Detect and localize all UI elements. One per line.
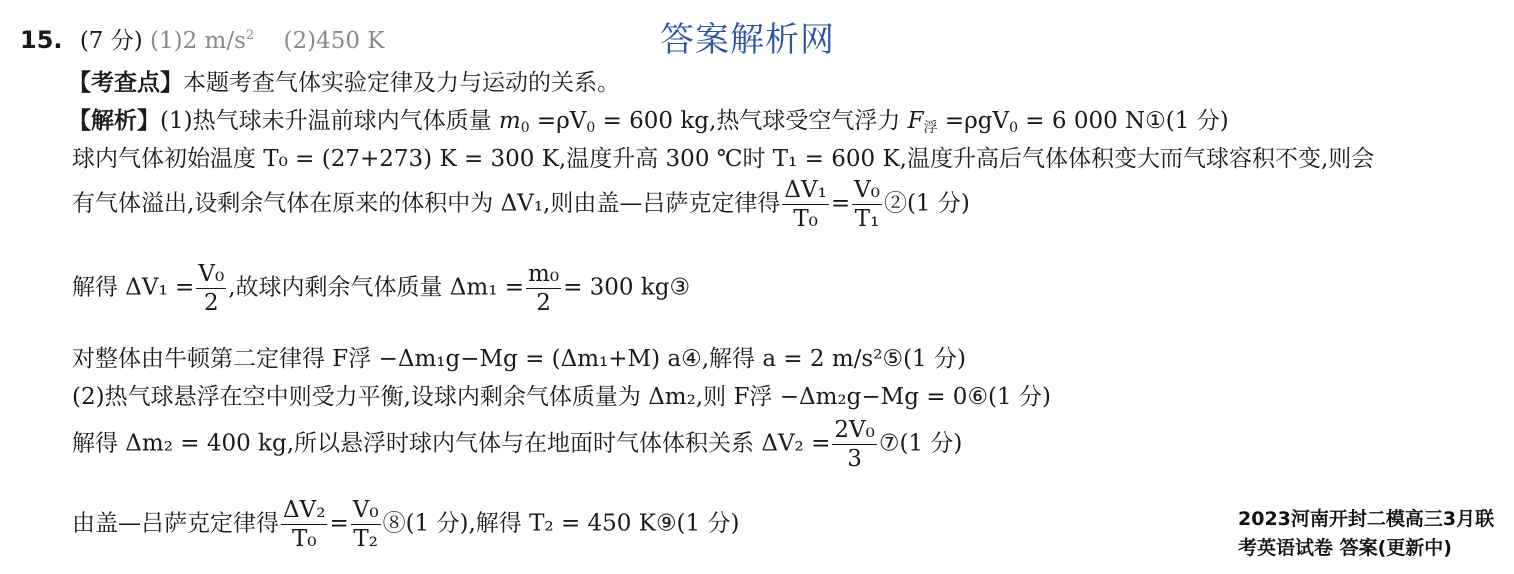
fraction-dv2-t0: $\frac{\text{ΔV₂}}{\text{T₀}}$ xyxy=(283,497,326,553)
analysis-line-6: (2)热气球悬浮在空中则受力平衡,设球内剩余气体质量为 Δm₂,则 F浮 −Δm₂g−Mg = 0⑥(1 分) xyxy=(72,384,1051,410)
question-number: 15. xyxy=(20,26,63,54)
analysis-line-5: 对整体由牛顿第二定律得 F浮 −Δm₁g−Mg = (Δm₁+M) a④,解得 a = 2 m/s²⑤(1 分) xyxy=(72,346,966,372)
analysis-line-3: 有气体溢出,设剩余气体在原来的体积中为 ΔV₁,则由盖—吕萨克定律得 $\frac{\text{ΔV₁}}{\text{T₀}}$ = $\frac{\text{V₀}}{\text{T₁}}$ ②(1 分) xyxy=(72,177,970,233)
analysis-line-4: 解得 ΔV₁ = $\frac{\text{V₀}}{2}$ ,故球内剩余气体质量 Δm₁ = $\frac{\text{m₀}}{2}$ = 300 kg③ xyxy=(72,261,691,317)
answer-part1: (1)2 $m/s^2$ xyxy=(150,28,255,54)
examine-line xyxy=(68,64,620,97)
examine-text: 本题考查气体实验定律及力与运动的关系。 xyxy=(183,70,620,96)
source-badge-line-2: 考英语试卷 答案(更新中) xyxy=(1238,537,1452,559)
source-badge-line-1: 2023河南开封二模高三3月联 xyxy=(1238,508,1495,530)
analysis-line-2: 球内气体初始温度 T₀ = (27+273) K = 300 K,温度升高 300 ℃时 T₁ = 600 K,温度升高后气体体积变大而气球容积不变,则会 xyxy=(72,146,1375,172)
analysis-label: 【解析】 xyxy=(68,108,160,134)
analysis-line-8: 由盖—吕萨克定律得 $\frac{\text{ΔV₂}}{\text{T₀}}$ = $\frac{\text{V₀}}{\text{T₂}}$ ⑧(1 分),解得 T₂ = 450 K⑨(1 分) xyxy=(72,497,740,553)
fraction-m0-2: $\frac{\text{m₀}}{2}$ xyxy=(528,261,560,317)
watermark: 答案解析网 xyxy=(660,20,835,60)
analysis-line-1: 【解析】(1)热气球未升温前球内气体质量 $m_0 =\rho V_0 = 600$ kg,热气球受空气浮力 $F_浮 =\rho gV_0 = 6$ 000 N①(1 分) xyxy=(68,108,1229,136)
score-total: (7 分) xyxy=(79,28,143,54)
fraction-v0-2: $\frac{\text{V₀}}{2}$ xyxy=(198,261,225,317)
fraction-dv1-t0: $\frac{\text{ΔV₁}}{\text{T₀}}$ xyxy=(784,177,827,233)
fraction-2v0-3: $\frac{\text{2V₀}}{3}$ xyxy=(834,417,875,473)
analysis-line-7: 解得 Δm₂ = 400 kg,所以悬浮时球内气体与在地面时气体体积关系 ΔV₂ = $\frac{\text{2V₀}}{3}$ ⑦(1 分) xyxy=(72,417,963,473)
header-row xyxy=(20,22,385,55)
fraction-v0-t2: $\frac{\text{V₀}}{\text{T₂}}$ xyxy=(352,497,379,553)
answer-part2: (2)450 K xyxy=(283,28,385,54)
fraction-v0-t1: $\frac{\text{V₀}}{\text{T₁}}$ xyxy=(854,177,880,233)
examine-label: 【考查点】 xyxy=(68,70,183,96)
